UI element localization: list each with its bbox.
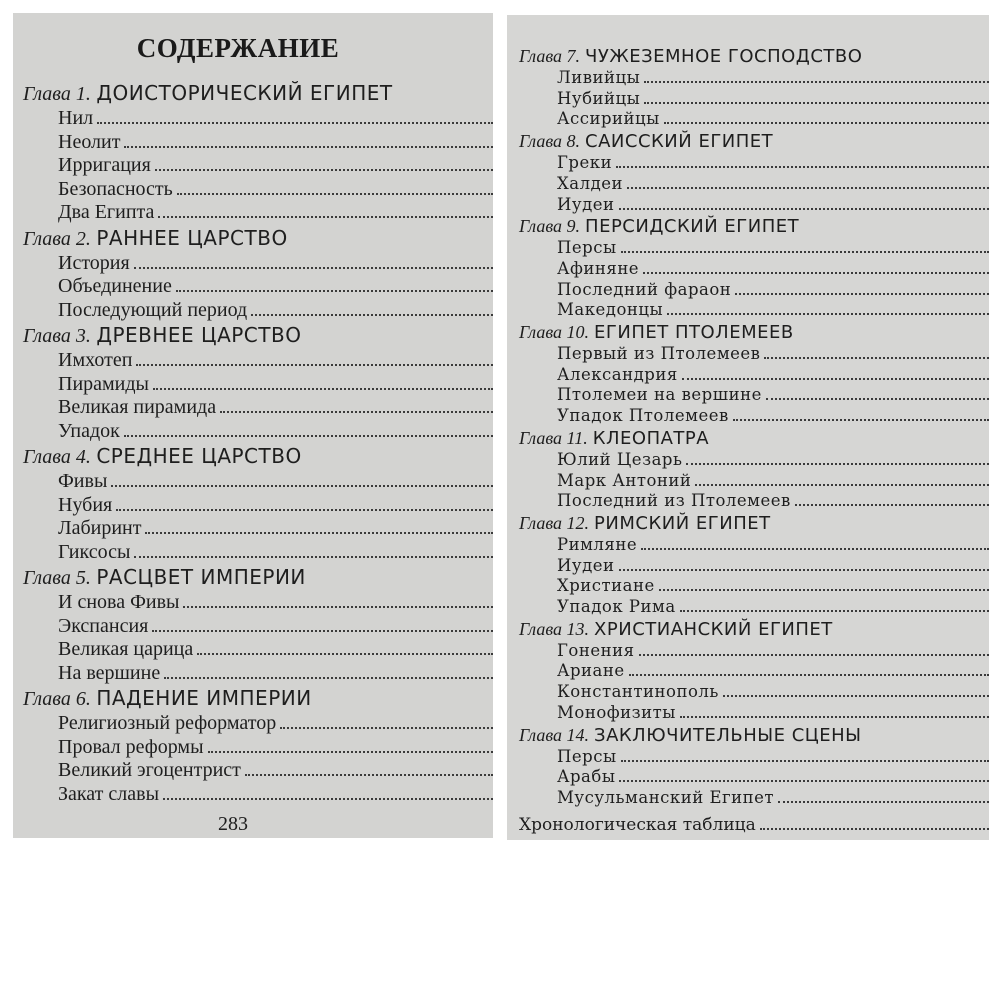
toc-entry bbox=[23, 373, 493, 397]
toc-entry bbox=[23, 783, 493, 807]
toc-entry bbox=[519, 703, 989, 724]
entry-label: Греки bbox=[557, 153, 613, 173]
entry-label: Провал реформы bbox=[58, 735, 204, 758]
leader-dots bbox=[639, 650, 989, 656]
leader-dots bbox=[153, 384, 493, 390]
toc-entry bbox=[23, 420, 493, 444]
toc-entry bbox=[519, 89, 989, 110]
toc-entry bbox=[23, 712, 493, 736]
chapter-prefix: Глава 12. bbox=[519, 512, 590, 533]
leader-dots bbox=[621, 247, 989, 253]
leader-dots bbox=[134, 263, 493, 269]
toc-entry bbox=[23, 349, 493, 373]
toc-entry bbox=[519, 109, 989, 130]
left-page bbox=[13, 13, 493, 838]
toc-entry bbox=[519, 68, 989, 89]
entry-label: Халдеи bbox=[557, 173, 623, 193]
toc-entry bbox=[23, 201, 493, 225]
toc-entry bbox=[519, 491, 989, 512]
entry-label: Македонцы bbox=[557, 300, 664, 320]
leader-dots bbox=[124, 142, 493, 148]
chapter-heading bbox=[23, 685, 493, 712]
entry-label: Иудеи bbox=[557, 194, 615, 214]
leader-dots bbox=[621, 756, 989, 762]
entry-label: Последний из Птолемеев bbox=[557, 491, 791, 511]
chapter-title: ХРИСТИАНСКИЙ ЕГИПЕТ bbox=[594, 618, 833, 640]
entry-label: Религиозный реформатор bbox=[58, 712, 277, 734]
leader-dots bbox=[641, 544, 989, 550]
toc-entry bbox=[23, 541, 493, 565]
chapter-heading bbox=[23, 225, 493, 252]
entry-label: Персы bbox=[557, 238, 617, 258]
leader-dots bbox=[124, 431, 493, 437]
toc-entry bbox=[519, 385, 989, 406]
leader-dots bbox=[116, 505, 493, 511]
chapter-title: РАСЦВЕТ ИМПЕРИИ bbox=[96, 565, 306, 589]
right-page bbox=[507, 15, 989, 840]
entry-label: Иудеи bbox=[557, 555, 615, 575]
chapter-title: КЛЕОПАТРА bbox=[592, 427, 710, 449]
leader-dots bbox=[629, 670, 989, 676]
toc-left bbox=[23, 80, 493, 806]
chapter-title: ЧУЖЕЗЕМНОЕ ГОСПОДСТВО bbox=[585, 46, 863, 67]
leader-dots bbox=[667, 309, 989, 315]
chapter-prefix: Глава 9. bbox=[519, 216, 581, 237]
leader-dots bbox=[760, 824, 989, 830]
leader-dots bbox=[164, 673, 493, 679]
leader-dots bbox=[134, 552, 493, 558]
chapter-heading bbox=[519, 512, 989, 535]
chapter-title: ДРЕВНЕЕ ЦАРСТВО bbox=[96, 323, 302, 347]
entry-label: Пирамиды bbox=[58, 372, 149, 395]
entry-label: Безопасность bbox=[58, 177, 173, 200]
leader-dots bbox=[163, 794, 493, 800]
entry-label: Константинополь bbox=[557, 682, 719, 702]
entry-label: Имхотеп bbox=[58, 349, 133, 371]
leader-dots bbox=[735, 289, 989, 295]
leader-dots bbox=[152, 626, 493, 632]
toc-entry bbox=[23, 107, 493, 131]
entry-label: Нил bbox=[58, 107, 94, 129]
chapter-title: СРЕДНЕЕ ЦАРСТВО bbox=[96, 444, 302, 468]
chapter-heading bbox=[519, 618, 989, 641]
leader-dots bbox=[251, 310, 493, 316]
chapter-title: РАННЕЕ ЦАРСТВО bbox=[96, 225, 288, 250]
toc-entry bbox=[519, 682, 989, 703]
toc-entry bbox=[519, 344, 989, 365]
leader-dots bbox=[686, 459, 989, 465]
entry-label: Ариане bbox=[557, 661, 625, 681]
leader-dots bbox=[680, 606, 989, 612]
leader-dots bbox=[619, 776, 989, 782]
chapter-prefix: Глава 2. bbox=[23, 227, 91, 250]
leader-dots bbox=[723, 691, 989, 697]
toc-entry bbox=[23, 662, 493, 686]
leader-dots bbox=[183, 602, 493, 608]
entry-label: Юлий Цезарь bbox=[557, 449, 683, 469]
entry-label: На вершине bbox=[58, 661, 161, 684]
entry-label: Упадок bbox=[58, 419, 120, 442]
chapter-title: САИССКИЙ ЕГИПЕТ bbox=[585, 131, 774, 153]
toc-entry bbox=[23, 154, 493, 178]
toc-heading: СОДЕРЖАНИЕ bbox=[136, 33, 340, 63]
entry-label: Великая пирамида bbox=[58, 396, 217, 418]
entry-label: Нубия bbox=[58, 493, 113, 516]
leader-dots bbox=[111, 481, 493, 487]
toc-entry bbox=[23, 396, 493, 420]
toc-entry bbox=[519, 747, 989, 768]
leader-dots bbox=[659, 585, 989, 591]
toc-entry bbox=[519, 597, 989, 618]
entry-label: Первый из Птолемеев bbox=[557, 344, 761, 364]
chapter-prefix: Глава 8. bbox=[519, 131, 581, 152]
chapter-title: ПЕРСИДСКИЙ ЕГИПЕТ bbox=[585, 216, 800, 238]
entry-label: Упадок Птолемеев bbox=[557, 406, 729, 426]
toc-entry bbox=[23, 638, 493, 662]
entry-label: Фивы bbox=[58, 470, 108, 492]
entry-label: Ирригация bbox=[58, 154, 151, 176]
leader-dots bbox=[627, 183, 989, 189]
leader-dots bbox=[644, 77, 989, 83]
chapter-title: ЗАКЛЮЧИТЕЛЬНЫЕ СЦЕНЫ bbox=[594, 724, 862, 746]
leader-dots bbox=[619, 204, 989, 210]
chapter-title: ДОИСТОРИЧЕСКИЙ ЕГИПЕТ bbox=[96, 81, 393, 105]
chronology-entry bbox=[519, 815, 989, 835]
chapter-prefix: Глава 6. bbox=[23, 688, 91, 710]
entry-label: Последующий период bbox=[58, 298, 248, 321]
toc-entry bbox=[23, 275, 493, 299]
toc-entry bbox=[23, 759, 493, 783]
toc-entry bbox=[519, 471, 989, 492]
chapter-heading bbox=[519, 215, 989, 238]
chapter-prefix: Глава 13. bbox=[519, 618, 590, 639]
entry-label: Марк Антоний bbox=[557, 470, 692, 490]
toc-entry bbox=[519, 661, 989, 682]
chapter-prefix: Глава 11. bbox=[519, 427, 588, 448]
entry-label: Экспансия bbox=[58, 614, 149, 637]
chapter-prefix: Глава 14. bbox=[519, 724, 590, 745]
toc-entry bbox=[519, 406, 989, 427]
leader-dots bbox=[208, 747, 493, 753]
chapter-heading bbox=[519, 321, 989, 344]
leader-dots bbox=[643, 268, 989, 274]
entry-label: Великая царица bbox=[58, 638, 194, 660]
chapter-title: РИМСКИЙ ЕГИПЕТ bbox=[594, 512, 771, 534]
chapter-prefix: Глава 10. bbox=[519, 322, 590, 343]
leader-dots bbox=[764, 353, 989, 359]
chapter-heading bbox=[23, 564, 493, 591]
leader-dots bbox=[664, 118, 989, 124]
entry-label: Афиняне bbox=[557, 258, 640, 278]
chapter-title: ПАДЕНИЕ ИМПЕРИИ bbox=[96, 686, 312, 710]
entry-label: История bbox=[58, 251, 130, 274]
entry-label: Римляне bbox=[557, 534, 638, 554]
toc-entry bbox=[519, 535, 989, 556]
leader-dots bbox=[644, 98, 989, 104]
entry-label: Гиксосы bbox=[58, 540, 131, 563]
toc-entry bbox=[23, 470, 493, 494]
leader-dots bbox=[280, 723, 493, 729]
leader-dots bbox=[155, 165, 493, 171]
entry-label: И снова Фивы bbox=[58, 591, 180, 613]
leader-dots bbox=[778, 797, 989, 803]
toc-entry bbox=[519, 195, 989, 216]
leader-dots bbox=[220, 407, 493, 413]
chapter-prefix: Глава 4. bbox=[23, 446, 91, 468]
toc-entry bbox=[519, 365, 989, 386]
toc-entry bbox=[23, 494, 493, 518]
toc-entry bbox=[519, 174, 989, 195]
entry-label: Нубийцы bbox=[557, 88, 641, 108]
chapter-heading bbox=[23, 322, 493, 349]
toc-entry bbox=[519, 576, 989, 597]
leader-dots bbox=[616, 162, 989, 168]
toc-entry bbox=[23, 591, 493, 615]
entry-label: Неолит bbox=[58, 130, 121, 153]
entry-label: Объединение bbox=[58, 275, 172, 297]
toc-entry bbox=[519, 238, 989, 259]
entry-label: Александрия bbox=[557, 364, 678, 384]
entry-label: Лабиринт bbox=[58, 517, 142, 539]
entry-label: Ливийцы bbox=[557, 68, 641, 87]
leader-dots bbox=[733, 415, 989, 421]
entry-label: Последний фараон bbox=[557, 279, 732, 299]
chapter-heading bbox=[23, 443, 493, 470]
chapter-prefix: Глава 1. bbox=[23, 83, 91, 105]
toc-entry bbox=[519, 153, 989, 174]
chapter-heading bbox=[519, 45, 989, 68]
chapter-prefix: Глава 7. bbox=[519, 46, 581, 66]
leader-dots bbox=[682, 374, 989, 380]
leader-dots bbox=[695, 480, 989, 486]
toc-entry bbox=[519, 767, 989, 788]
toc-entry bbox=[23, 299, 493, 323]
toc-entry bbox=[23, 736, 493, 760]
toc-entry bbox=[23, 178, 493, 202]
entry-label: Гонения bbox=[557, 640, 635, 660]
toc-entry bbox=[519, 641, 989, 662]
entry-label: Арабы bbox=[557, 767, 616, 787]
chapter-heading bbox=[519, 724, 989, 747]
entry-label: Ассирийцы bbox=[557, 109, 660, 129]
chapter-heading bbox=[519, 130, 989, 153]
toc-entry bbox=[519, 556, 989, 577]
leader-dots bbox=[619, 565, 989, 571]
toc-right bbox=[519, 15, 989, 809]
chronology-label: Хронологическая таблица bbox=[519, 815, 756, 835]
leader-dots bbox=[158, 212, 493, 218]
entry-label: Великий эгоцентрист bbox=[58, 759, 241, 781]
toc-entry bbox=[519, 259, 989, 280]
toc-entry bbox=[23, 517, 493, 541]
leader-dots bbox=[197, 649, 493, 655]
toc-entry bbox=[519, 300, 989, 321]
entry-label: Закат славы bbox=[58, 782, 160, 805]
chapter-heading bbox=[23, 80, 493, 107]
entry-label: Монофизиты bbox=[557, 702, 676, 722]
entry-label: Птолемеи на вершине bbox=[557, 385, 762, 405]
entry-label: Христиане bbox=[557, 576, 655, 596]
toc-entry bbox=[23, 252, 493, 276]
toc-entry bbox=[519, 788, 989, 809]
entry-label: Мусульманский Египет bbox=[557, 787, 775, 807]
leader-dots bbox=[245, 770, 493, 776]
toc-entry bbox=[23, 615, 493, 639]
leader-dots bbox=[795, 500, 989, 506]
leader-dots bbox=[97, 118, 493, 124]
leader-dots bbox=[680, 712, 989, 718]
page-number: 283 bbox=[218, 813, 248, 835]
entry-label: Два Египта bbox=[58, 201, 155, 223]
entry-label: Персы bbox=[557, 746, 617, 766]
leader-dots bbox=[766, 394, 989, 400]
leader-dots bbox=[136, 360, 493, 366]
entry-label: Упадок Рима bbox=[557, 597, 676, 617]
chapter-title: ЕГИПЕТ ПТОЛЕМЕЕВ bbox=[594, 322, 794, 344]
chapter-prefix: Глава 3. bbox=[23, 325, 91, 347]
toc-entry bbox=[519, 280, 989, 301]
leader-dots bbox=[145, 528, 493, 534]
leader-dots bbox=[177, 189, 493, 195]
chapter-prefix: Глава 5. bbox=[23, 567, 91, 589]
toc-entry bbox=[519, 450, 989, 471]
leader-dots bbox=[176, 286, 493, 292]
chapter-heading bbox=[519, 427, 989, 450]
toc-entry bbox=[23, 131, 493, 155]
